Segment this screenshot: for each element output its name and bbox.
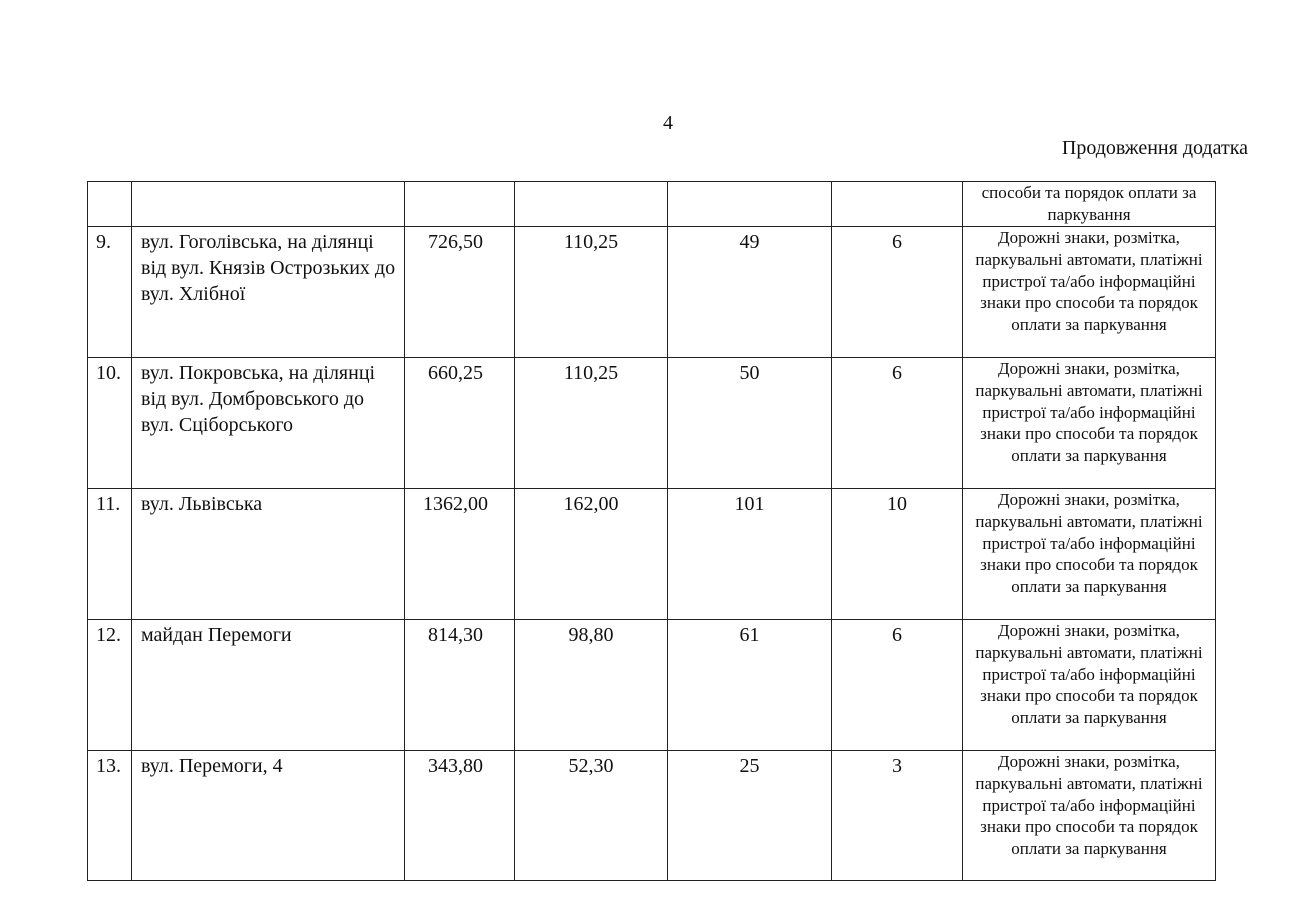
note-cell: Дорожні знаки, розмітка, паркувальні автомати, платіжні пристрої та/або інформаційні знаки про способи та порядок оплати за паркування [963, 227, 1216, 358]
area-cell: 343,80 [405, 751, 515, 881]
area-cell [405, 182, 515, 227]
area-cell: 814,30 [405, 620, 515, 751]
note-cell: способи та порядок оплати за паркування [963, 182, 1216, 227]
note-cell: Дорожні знаки, розмітка, паркувальні автомати, платіжні пристрої та/або інформаційні знаки про способи та порядок оплати за паркування [963, 620, 1216, 751]
table-row [88, 489, 1216, 620]
table-row [88, 227, 1216, 358]
table-row [88, 751, 1216, 881]
places-cell: 49 [668, 227, 832, 358]
area2-cell: 110,25 [515, 358, 668, 489]
row-number-cell: 9. [88, 227, 132, 358]
places-cell: 101 [668, 489, 832, 620]
row-number-cell: 12. [88, 620, 132, 751]
places2-cell: 3 [832, 751, 963, 881]
note-cell: Дорожні знаки, розмітка, паркувальні автомати, платіжні пристрої та/або інформаційні знаки про способи та порядок оплати за паркування [963, 751, 1216, 881]
places2-cell: 6 [832, 227, 963, 358]
area-cell: 726,50 [405, 227, 515, 358]
row-number-cell [88, 182, 132, 227]
area2-cell: 52,30 [515, 751, 668, 881]
street-cell: вул. Покровська, на ділянці від вул. Домбровського до вул. Сціборського [132, 358, 405, 489]
street-cell [132, 182, 405, 227]
area-cell: 1362,00 [405, 489, 515, 620]
appendix-table [87, 181, 1216, 881]
street-cell: майдан Перемоги [132, 620, 405, 751]
street-cell: вул. Гоголівська, на ділянці від вул. Князів Острозьких до вул. Хлібної [132, 227, 405, 358]
table-row [88, 358, 1216, 489]
places2-cell: 6 [832, 358, 963, 489]
places-cell: 50 [668, 358, 832, 489]
places-cell [668, 182, 832, 227]
places-cell: 61 [668, 620, 832, 751]
places2-cell: 10 [832, 489, 963, 620]
note-cell: Дорожні знаки, розмітка, паркувальні автомати, платіжні пристрої та/або інформаційні знаки про способи та порядок оплати за паркування [963, 489, 1216, 620]
note-cell: Дорожні знаки, розмітка, паркувальні автомати, платіжні пристрої та/або інформаційні знаки про способи та порядок оплати за паркування [963, 358, 1216, 489]
continuation-title: Продовження додатка [1061, 137, 1248, 159]
area-cell: 660,25 [405, 358, 515, 489]
table-row [88, 182, 1216, 227]
places-cell: 25 [668, 751, 832, 881]
row-number-cell: 11. [88, 489, 132, 620]
street-cell: вул. Львівська [132, 489, 405, 620]
row-number-cell: 10. [88, 358, 132, 489]
street-cell: вул. Перемоги, 4 [132, 751, 405, 881]
area2-cell: 98,80 [515, 620, 668, 751]
page-number: 4 [663, 112, 673, 134]
row-number-cell: 13. [88, 751, 132, 881]
area2-cell: 110,25 [515, 227, 668, 358]
area2-cell [515, 182, 668, 227]
table-row [88, 620, 1216, 751]
places2-cell: 6 [832, 620, 963, 751]
places2-cell [832, 182, 963, 227]
area2-cell: 162,00 [515, 489, 668, 620]
